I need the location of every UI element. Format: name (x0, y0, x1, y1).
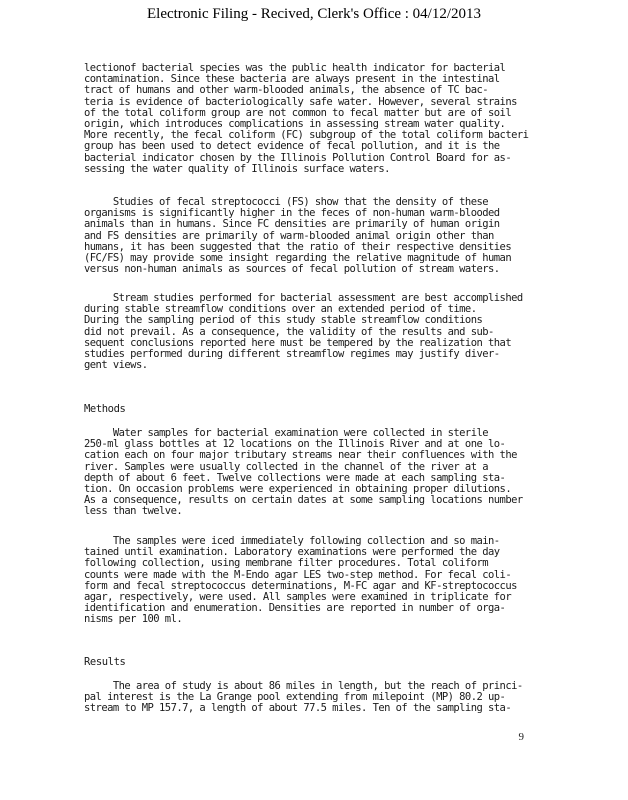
paragraph-4: Water samples for bacterial examination were collected in sterile 250-ml glass bottles at 12 locations on the Illinois River and at one lo- cation each on four major tributary streams near their confluences with the river. Samples were usually collected in the channel of the river at a depth of about 6 feet. Twelve collections were made at each sampling sta- tion. On occasion problems were experienced in obtaining proper dilutions. As a consequence, results on certain dates at some sampling locations number less than twelve. (84, 427, 523, 518)
results-heading: Results (84, 656, 126, 668)
paragraph-3: Stream studies performed for bacterial assessment are best accomplished during stable streamflow conditions over an extended period of time. During the sampling period of this study stable streamflow conditions did not prevail. As a consequence, the validity of the results and sub- sequent conclusions reported here must be tempered by the realization that studies performed during different streamflow regimes may justify diver- gent views. (84, 292, 523, 372)
paragraph-2: Studies of fecal streptococci (FS) show that the density of these organisms is significantly higher in the feces of non-human warm-blooded animals than in humans. Since FC densities are primarily of human origin and FS densities are primarily of warm-blooded animal origin other than humans, it has been suggested that the ratio of their respective densities (FC/FS) may provide some insight regarding the relative magnitude of human versus non-human animals as sources of fecal pollution of stream waters. (84, 196, 512, 276)
methods-heading: Methods (84, 403, 126, 415)
paragraph-5: The samples were iced immediately following collection and so main- tained until examination. Laboratory examinations were performed the day following collection, using membrane filter procedures. Total coliform counts were made with the M-Endo agar LES two-step method. For fecal coli- form and fecal streptococcus determinations, M-FC agar and KF-streptococcus agar, respectively, were used. All samples were examined in triplicate for identification and enumeration. Densities are reported in number of orga- nisms per 100 ml. (84, 535, 517, 626)
paragraph-6: The area of study is about 86 miles in length, but the reach of princi- pal interest is the La Grange pool extending from milepoint (MP) 80.2 up- stream to MP 157.7, a length of about 77.5 miles. Ten of the sampling sta- (84, 680, 523, 715)
page-number: 9 (518, 731, 524, 743)
paragraph-1: lectionof bacterial species was the public health indicator for bacterial contamination. Since these bacteria are always present in the intestinal tract of humans and other warm-blooded animals, the absence of TC bac- teria is evidence of bacteriologically safe water. However, several strains of the total coliform group are not common to fecal matter but are of soil origin, which introduces complications in assessing stream water quality. More recently, the fecal coliform (FC) subgroup of the total coliform bacteri group has been used to detect evidence of fecal pollution, and it is the bacterial indicator chosen by the Illinois Pollution Control Board for as- sessing the water quality of Illinois surface waters. (84, 62, 529, 175)
filing-header: Electronic Filing - Recived, Clerk's Office : 04/12/2013 (146, 6, 482, 22)
